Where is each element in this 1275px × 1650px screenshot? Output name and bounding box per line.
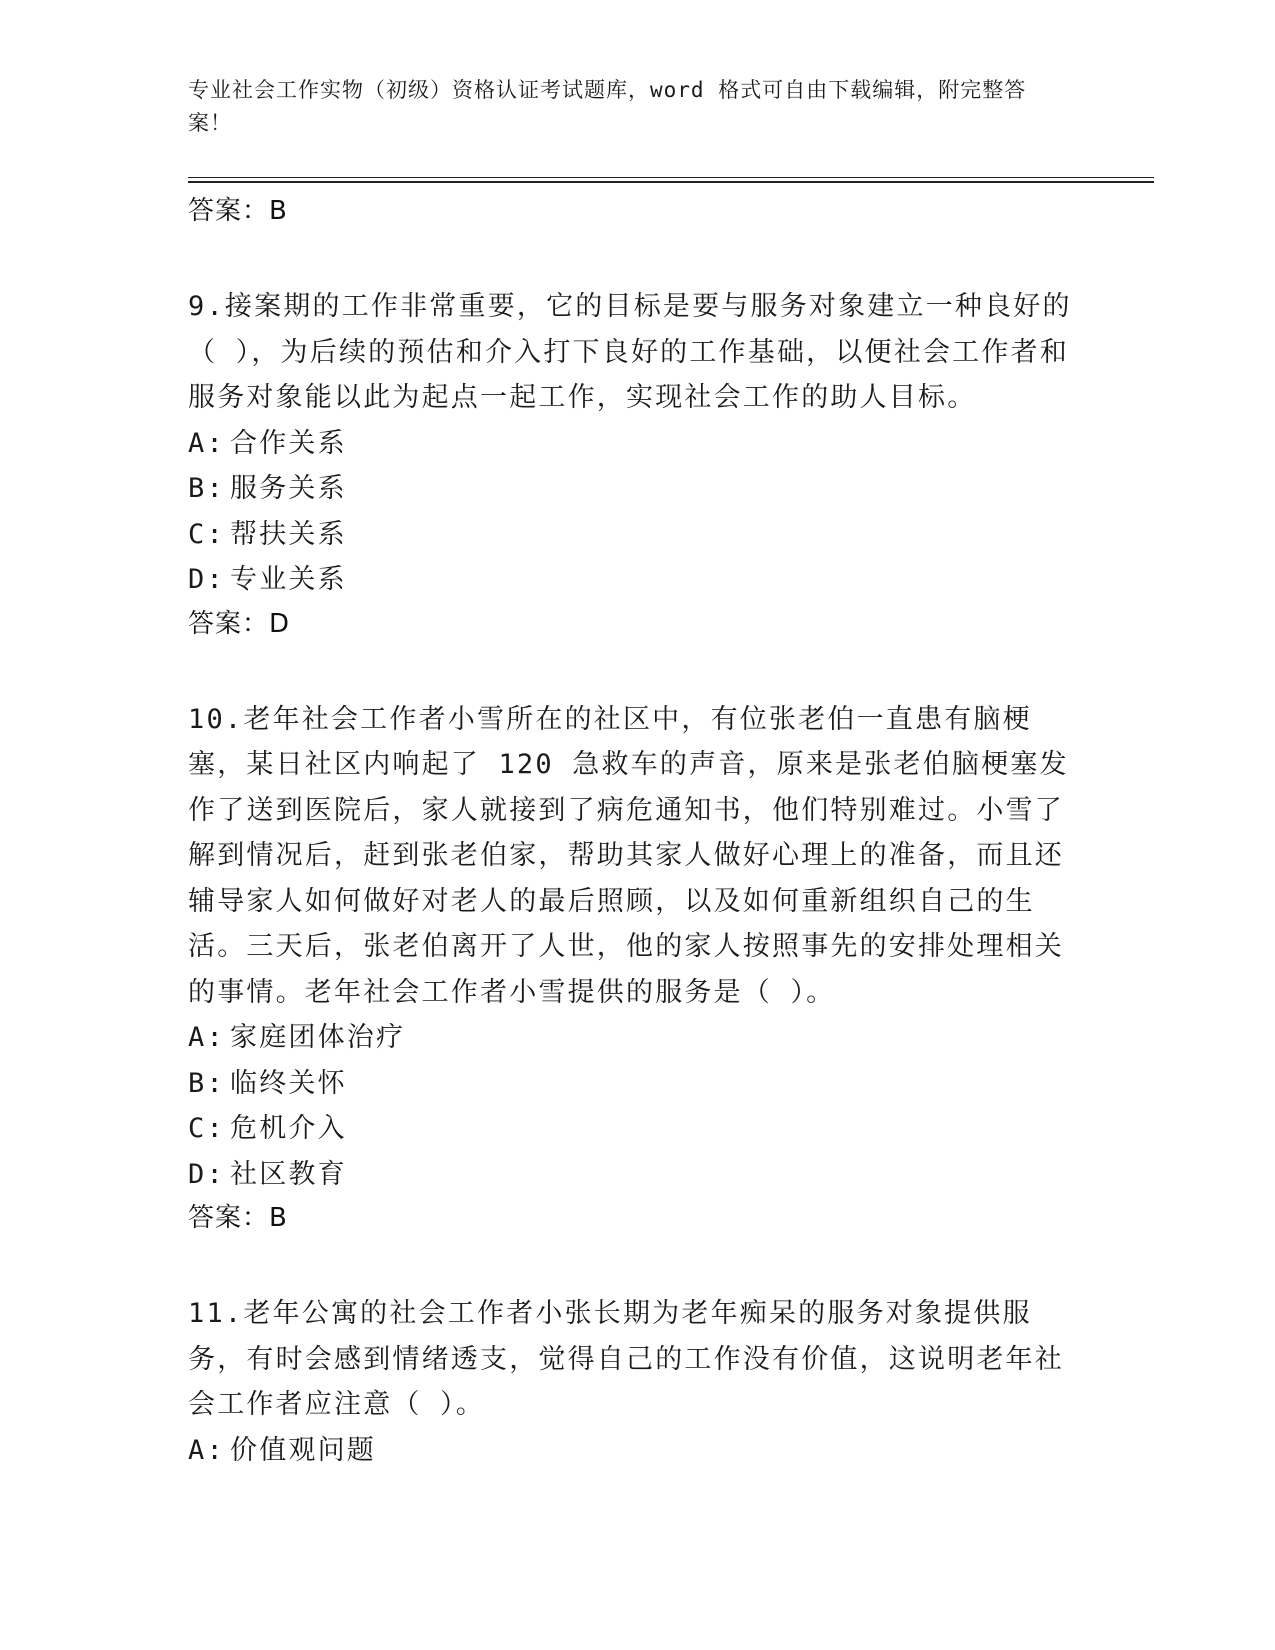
option-letter: A: bbox=[188, 427, 225, 459]
option-letter: D: bbox=[188, 1158, 225, 1190]
answer-label: 答案：D bbox=[188, 608, 291, 639]
answer-label: 答案：B bbox=[188, 1203, 288, 1233]
spacer bbox=[188, 232, 1078, 284]
spacer bbox=[188, 1239, 1078, 1291]
option-b bbox=[188, 1061, 1078, 1107]
option-d bbox=[188, 1152, 1078, 1198]
header-rule-thin bbox=[188, 177, 1154, 178]
option-text: 服务关系 bbox=[230, 473, 347, 504]
option-d bbox=[188, 557, 1078, 603]
option-letter: D: bbox=[188, 564, 225, 595]
option-letter: B: bbox=[188, 473, 225, 504]
option-b bbox=[188, 466, 1078, 512]
answer-label: 答案：B bbox=[188, 196, 288, 226]
option-text: 社区教育 bbox=[230, 1158, 347, 1190]
question-text: 9.接案期的工作非常重要，它的目标是要与服务对象建立一种良好的（ ），为后续的预估和介入打下良好的工作基础，以便社会工作者和服务对象能以此为起点一起工作，实现社会工作的助人目标。 bbox=[188, 291, 1072, 413]
option-text: 家庭团体治疗 bbox=[230, 1022, 406, 1053]
option-a bbox=[188, 1428, 1078, 1474]
option-text: 合作关系 bbox=[230, 427, 347, 459]
option-a bbox=[188, 1015, 1078, 1061]
option-letter: A: bbox=[188, 1022, 225, 1053]
option-letter: A: bbox=[188, 1434, 225, 1466]
option-c bbox=[188, 1106, 1078, 1152]
page-header: 专业社会工作实物（初级）资格认证考试题库，word 格式可自由下载编辑，附完整答案！ bbox=[188, 78, 1027, 135]
option-letter: C: bbox=[188, 1113, 225, 1144]
question-content bbox=[188, 190, 1078, 1473]
option-letter: C: bbox=[188, 518, 225, 550]
option-text: 危机介入 bbox=[230, 1113, 347, 1144]
option-text: 价值观问题 bbox=[230, 1434, 376, 1466]
option-letter: B: bbox=[188, 1067, 225, 1099]
question-text: 10.老年社会工作者小雪所在的社区中，有位张老伯一直患有脑梗塞，某日社区内响起了 120 急救车的声音，原来是张老伯脑梗塞发作了送到医院后，家人就接到了病危通知书，他们特别难过。小雪了解到情况后，赶到张老伯家，帮助其家人做好心理上的准备，而且还辅导家人如何做好对老人的最后照顾，以及如何重新组织自己的生活。三天后，张老伯离开了人世，他的家人按照事先的安排处理相关的事情。老年社会工作者小雪提供的服务是（ ）。 bbox=[188, 703, 1069, 1008]
option-text: 帮扶关系 bbox=[230, 518, 347, 550]
header-rule-thick bbox=[188, 181, 1154, 183]
question-text: 11.老年公寓的社会工作者小张长期为老年痴呆的服务对象提供服务，有时会感到情绪透支，觉得自己的工作没有价值，这说明老年社会工作者应注意（ ）。 bbox=[188, 1298, 1064, 1420]
option-text: 专业关系 bbox=[230, 564, 347, 595]
option-text: 临终关怀 bbox=[230, 1067, 347, 1099]
option-c bbox=[188, 512, 1078, 558]
spacer bbox=[188, 645, 1078, 697]
option-a bbox=[188, 421, 1078, 467]
